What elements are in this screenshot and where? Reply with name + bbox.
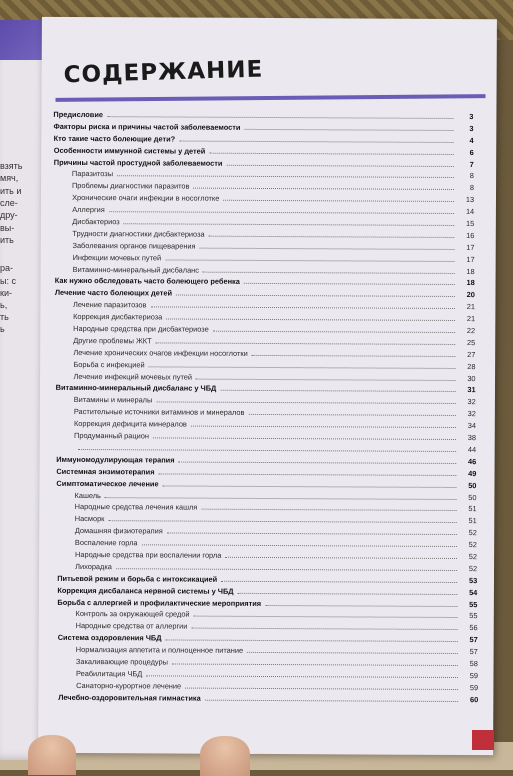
toc-leader-dots — [221, 580, 457, 582]
toc-leader-dots — [148, 366, 455, 369]
page-edge-red — [472, 730, 494, 750]
toc-page-number: 51 — [468, 516, 477, 526]
toc-page-number: 38 — [467, 433, 477, 443]
toc-page-number: 50 — [468, 480, 477, 490]
toc-page-number: 52 — [468, 540, 477, 550]
toc-entry-title: Система оздоровления ЧБД — [57, 633, 162, 643]
toc-leader-dots — [123, 223, 454, 226]
toc-page-number: 7 — [469, 159, 474, 169]
toc-page-number: 31 — [467, 385, 476, 395]
toc-leader-dots — [199, 247, 454, 249]
toc-page-number: 50 — [468, 492, 477, 502]
toc-page-number: 17 — [466, 254, 475, 264]
toc-leader-dots — [105, 497, 457, 500]
toc-page-number: 32 — [467, 409, 476, 419]
toc-entry-title: Инфекции мочевых путей — [72, 252, 162, 263]
toc-entry-title: Народные средства от аллергии — [75, 621, 188, 631]
toc-leader-dots — [192, 628, 458, 630]
toc-page-number: 27 — [467, 349, 476, 359]
toc-page-number: 59 — [469, 670, 479, 680]
title-rule — [55, 94, 485, 102]
left-page-fragment: ть — [0, 312, 9, 322]
toc-entry-title: Симптоматическое лечение — [56, 478, 159, 489]
left-page-fragment: сле- — [0, 198, 18, 208]
toc-leader-dots — [194, 616, 458, 618]
toc-page-number: 30 — [467, 373, 476, 383]
toc-page-number: 34 — [467, 421, 476, 431]
toc-page-number: 52 — [468, 528, 477, 538]
toc-page-number: 28 — [467, 361, 476, 371]
toc-entry-title: Коррекция дисбаланса нервной системы у ЧБД — [57, 585, 234, 596]
toc-leader-dots — [205, 699, 458, 701]
toc-page-number: 25 — [467, 337, 476, 348]
toc-entry-title: Лечение часто болеющих детей — [54, 288, 173, 298]
toc-entry-title: Борьба с инфекцией — [73, 359, 145, 370]
toc-leader-dots — [249, 414, 456, 416]
toc-leader-dots — [185, 687, 458, 689]
toc-leader-dots — [193, 188, 454, 190]
toc-leader-dots — [142, 544, 457, 547]
toc-leader-dots — [221, 390, 456, 392]
toc-leader-dots — [155, 342, 455, 345]
toc-entry-title: Народные средства при воспалении горла — [75, 549, 222, 560]
toc-page-number: 3 — [469, 112, 474, 122]
toc-leader-dots — [162, 485, 456, 488]
toc-entry-title: Контроль за окружающей средой — [75, 609, 190, 620]
toc-entry-title: Кашель — [74, 490, 101, 500]
page-title: СОДЕРЖАНИЕ — [63, 56, 264, 89]
toc-leader-dots — [237, 592, 457, 594]
toc-entry-title: Предисловие — [53, 109, 104, 120]
toc-page-number: 6 — [469, 147, 474, 157]
left-page-fragment: ь — [0, 324, 5, 334]
toc-entry-title: Дисбактериоз — [72, 216, 120, 227]
toc-page-number: 32 — [467, 397, 476, 407]
left-page-fragment: ь, — [0, 300, 8, 310]
toc-entry-title: Лихорадка — [75, 561, 112, 572]
toc-leader-dots — [78, 449, 456, 452]
toc-entry-title: Продуманный рацион — [74, 431, 150, 441]
toc-leader-dots — [180, 140, 454, 142]
toc-entry-title: Трудности диагностики дисбактериоза — [72, 228, 205, 239]
toc-page-number: 17 — [466, 242, 475, 252]
toc-entry-title: Витамины и минералы — [73, 395, 153, 405]
toc-entry-title: Народные средства при дисбактериозе — [73, 324, 209, 334]
toc-leader-dots — [166, 259, 455, 262]
toc-entry-title: Питьевой режим и борьба с интоксикацией — [57, 573, 218, 584]
toc-leader-dots — [151, 307, 455, 310]
toc-page-number: 21 — [466, 314, 476, 324]
toc-leader-dots — [210, 152, 454, 154]
toc-page-number: 52 — [468, 552, 478, 562]
toc-page-number: 44 — [467, 444, 477, 455]
toc-entry-title: Факторы риска и причины частой заболеваемости — [53, 121, 241, 132]
toc-leader-dots — [208, 236, 454, 238]
toc-page-number: 55 — [469, 611, 478, 621]
toc-entry-title: Другие проблемы ЖКТ — [73, 335, 152, 346]
toc-entry-title: Хронические очаги инфекции в носоглотке — [72, 193, 220, 203]
toc-leader-dots — [109, 211, 454, 214]
toc-leader-dots — [213, 331, 455, 333]
toc-page-number: 58 — [469, 659, 478, 669]
toc-page-number: 13 — [465, 195, 475, 205]
toc-entry-title: Нормализация аппетита и полноценное питание — [75, 645, 244, 655]
toc-leader-dots — [178, 461, 456, 463]
toc-entry-title: Закаливающие процедуры — [75, 656, 168, 667]
toc-leader-dots — [157, 402, 456, 405]
toc-page-number: 14 — [465, 207, 475, 217]
toc-leader-dots — [227, 164, 454, 166]
toc-leader-dots — [172, 663, 458, 665]
toc-entry-title: Санаторно-курортное лечение — [76, 680, 182, 691]
toc-page-number: 18 — [466, 278, 475, 288]
toc-leader-dots — [245, 129, 454, 131]
toc-entry-title: Реабилитация ЧБД — [75, 668, 143, 679]
thumb-left — [28, 735, 76, 775]
toc-page-number: 54 — [469, 587, 478, 597]
toc-leader-dots — [191, 426, 456, 428]
left-page-fragment: взять — [0, 161, 23, 171]
toc-leader-dots — [203, 271, 455, 273]
toc-page-number: 57 — [469, 635, 478, 645]
toc-entry-title: Паразитозы — [71, 169, 114, 179]
toc-page-number: 46 — [467, 456, 477, 466]
toc-entry-title: Лечение хронических очагов инфекции носоглотки — [73, 347, 248, 358]
toc-leader-dots — [196, 378, 456, 380]
toc-leader-dots — [146, 675, 458, 678]
toc-page-number: 56 — [469, 623, 478, 633]
toc-leader-dots — [223, 200, 454, 202]
toc-entry-title: Причины частой простудной заболеваемости — [53, 157, 223, 168]
toc-leader-dots — [153, 437, 456, 440]
toc-leader-dots — [251, 355, 455, 357]
toc-leader-dots — [176, 295, 455, 297]
toc-leader-dots — [116, 568, 457, 571]
toc-entry-title: Витаминно-минеральный дисбаланс у ЧБД — [55, 383, 217, 394]
toc-page-number: 59 — [469, 682, 479, 692]
contents-page — [38, 17, 497, 755]
toc-entry-title: Лечение инфекций мочевых путей — [73, 371, 193, 382]
toc-leader-dots — [265, 605, 457, 607]
left-page-fragment: ы: с — [0, 276, 16, 286]
toc-page-number: 3 — [469, 123, 474, 133]
thumb-right — [200, 736, 250, 776]
toc-page-number: 52 — [468, 563, 478, 573]
left-page-fragment: дру- — [0, 210, 18, 220]
toc-page-number: 8 — [469, 171, 474, 181]
toc-entry-title: Коррекция дисбактериоза — [73, 312, 163, 322]
toc-entry-title: Особенности иммунной системы у детей — [53, 145, 206, 156]
toc-entry — [58, 692, 478, 706]
toc-page-number: 21 — [466, 302, 476, 312]
toc-leader-dots — [244, 283, 455, 285]
toc-entry-title: Растительные источники витаминов и минералов — [73, 407, 245, 418]
toc-leader-dots — [166, 640, 458, 643]
toc-entry-title: Коррекция дефицита минералов — [73, 419, 187, 429]
toc-page-number: 15 — [466, 219, 475, 229]
toc-entry-title: Системная энзимотерапия — [56, 466, 155, 477]
toc-entry-title: Как нужно обследовать часто болеющего ребенка — [54, 276, 240, 287]
toc-entry-title: Заболевания органов пищеварения — [72, 240, 196, 251]
left-page-fragment: ить и — [0, 186, 22, 196]
toc-page-number: 57 — [469, 647, 478, 657]
toc-page-number: 8 — [469, 183, 475, 193]
toc-page-number: 22 — [466, 326, 476, 336]
toc-entry-title: Проблемы диагностики паразитов — [71, 181, 190, 191]
toc-leader-dots — [117, 176, 454, 179]
toc-entry-title: Иммуномодулирующая терапия — [56, 454, 175, 465]
left-page-fragment: вы- — [0, 223, 15, 233]
table-of-contents — [53, 109, 481, 706]
left-page-fragment: ра- — [0, 263, 14, 273]
toc-entry-title: Насморк — [74, 514, 105, 524]
toc-entry-title: Лечение паразитозов — [72, 300, 147, 310]
toc-leader-dots — [107, 116, 453, 119]
toc-entry-title: Кто такие часто болеющие дети? — [53, 133, 176, 144]
toc-entry-title: Лечебно-оздоровительная гимнастика — [58, 692, 201, 703]
left-page-fragment: мяч, — [0, 173, 19, 183]
left-page-fragment: ить — [0, 235, 14, 245]
toc-entry-title: Воспаление горла — [74, 538, 138, 548]
toc-leader-dots — [202, 509, 457, 511]
toc-entry-title: Домашняя физиотерапия — [74, 526, 163, 536]
toc-leader-dots — [109, 520, 457, 523]
left-page-fragment: ки- — [0, 288, 12, 298]
toc-leader-dots — [166, 319, 455, 322]
toc-leader-dots — [247, 652, 458, 654]
toc-page-number: 51 — [468, 504, 477, 514]
toc-page-number: 4 — [469, 135, 474, 145]
toc-entry-title: Народные средства лечения кашля — [74, 502, 198, 513]
toc-page-number: 20 — [466, 290, 475, 300]
toc-entry-title: Витаминно-минеральный дисбаланс — [72, 264, 200, 275]
toc-leader-dots — [225, 557, 457, 559]
toc-leader-dots — [167, 533, 457, 536]
toc-page-number: 60 — [469, 694, 479, 704]
toc-page-number: 49 — [468, 468, 477, 478]
toc-leader-dots — [158, 473, 456, 476]
toc-page-number: 18 — [466, 266, 475, 276]
toc-page-number: 55 — [469, 599, 478, 609]
toc-entry-title: Борьба с аллергией и профилактические мероприятия — [57, 597, 262, 608]
toc-page-number: 16 — [466, 230, 475, 240]
toc-entry-title: Аллергия — [72, 205, 105, 215]
toc-page-number: 53 — [468, 575, 478, 585]
